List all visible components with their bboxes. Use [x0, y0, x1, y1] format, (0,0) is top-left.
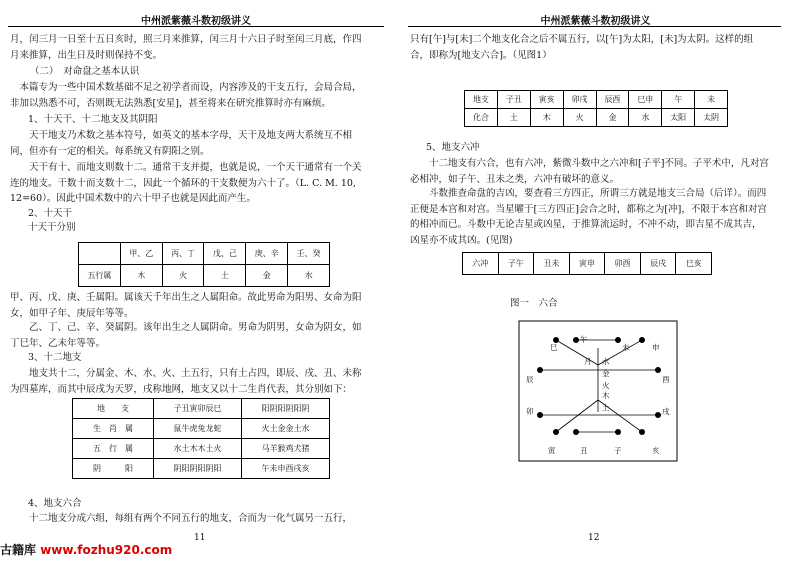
site-name: 古籍库 — [0, 543, 37, 557]
subheading: 4、地支六合 — [28, 498, 82, 509]
right-page — [398, 0, 793, 545]
branch-table — [72, 398, 330, 479]
liuhe-table — [464, 90, 728, 127]
table-cell: 马羊猴鸡犬猪 — [242, 439, 330, 459]
table-cell: 丙、丁 — [162, 243, 204, 265]
table-cell: 火土金金土水 — [242, 419, 330, 439]
page-number: 12 — [588, 533, 600, 543]
table-cell: 午 — [662, 91, 695, 109]
header-rule — [8, 26, 384, 27]
element-label: 金 — [602, 369, 610, 378]
table-cell: 寅申 — [569, 253, 605, 275]
table-cell: 地 支 — [73, 399, 154, 419]
branch-label: 亥 — [652, 446, 660, 455]
page-header: 中州派紫薇斗数初级讲义 — [540, 16, 651, 27]
table-cell: 甲、乙 — [120, 243, 162, 265]
element-label: 水 — [602, 357, 610, 366]
watermark-footer — [0, 541, 172, 558]
branch-label: 酉 — [662, 375, 670, 384]
table-cell — [79, 243, 121, 265]
paragraph: 甲、丙、戊、庚、壬属阳。属该天千年出生之人属阳命。故此男命为阳男、女命为阳女，如甲子年、庚辰年等等。 — [10, 292, 362, 319]
table-cell: 鼠牛虎兔龙蛇 — [154, 419, 242, 439]
site-url[interactable]: www.fozhu920.com — [40, 543, 173, 557]
table-cell: 五行属 — [79, 265, 121, 287]
paragraph: 天干有十、而地支则数十二。通常干支并提，也就是说，一个天干通常有一个关连的地支。干数十而支数十二，因此一个循环的干支数便为六十了。（L. C. M. 10, 12=60）。因此中国术数中的六十甲子也就是因此而产生。 — [10, 162, 362, 204]
paragraph: 斗数推查命盘的吉凶，要查看三方四正，所谓三方就是地支三合局（后详）。而四正便是本宫和对宫。当星曜于[三方四正]会合之时，都称之为[冲]，不限于本宫和对宫的相冲而已。斗数中无论吉星或凶星，于推算流运时，不冲不动，即吉星不成其吉，凶星亦不成其凶。(见图) — [410, 188, 767, 246]
table-cell: 子丑 — [497, 91, 530, 109]
table-cell: 五 行 属 — [73, 439, 154, 459]
table-cell: 化合 — [465, 109, 498, 127]
table-cell: 午未申酉戌亥 — [242, 459, 330, 479]
table-cell: 卯戌 — [563, 91, 596, 109]
stems-table — [78, 242, 330, 287]
element-label: 木 — [602, 391, 610, 400]
table-cell: 庚、辛 — [246, 243, 288, 265]
paragraph: 本篇专为一些中国术数基础不足之初学者而设，内容涉及的干支五行，会局合局，非加以熟悉不可，否则既无法熟悉[安星]，甚至将来在研究推算时亦有麻烦。 — [10, 82, 362, 109]
table-cell: 丑未 — [534, 253, 570, 275]
chong-table — [462, 252, 712, 275]
branch-label: 卯 — [526, 407, 534, 416]
table-cell: 子午 — [498, 253, 534, 275]
figure-title: 图一 六合 — [510, 298, 558, 309]
table-cell: 火 — [162, 265, 204, 287]
table-cell: 阴阳阴阳阴阳 — [154, 459, 242, 479]
table-cell: 木 — [120, 265, 162, 287]
table-cell: 巳亥 — [676, 253, 712, 275]
table-cell: 寅亥 — [530, 91, 563, 109]
table-cell: 金 — [596, 109, 629, 127]
table-cell: 未 — [695, 91, 728, 109]
element-label: 火 — [602, 381, 610, 390]
table-cell: 生 肖 属 — [73, 419, 154, 439]
table-cell: 木 — [530, 109, 563, 127]
table-cell: 土 — [497, 109, 530, 127]
branch-label: 未 — [622, 343, 630, 352]
branch-label: 申 — [652, 343, 660, 352]
paragraph: 只有[午]与[未]二个地支化合之后不属五行，以[午]为太阳，[未]为太阴。这样的组合，即称为[地支六合]。（见图1） — [410, 34, 754, 61]
table-cell: 阳阴阳阴阳阴 — [242, 399, 330, 419]
table-cell: 巳申 — [629, 91, 662, 109]
paragraph: 月，闰三月一日至十五日亥时，照三月来推算，闰三月十六日子时至闰三月底，作四月来推算，出生日及时则保持不变。 — [10, 34, 362, 61]
liuhe-diagram — [518, 320, 678, 462]
branch-label: 戌 — [662, 407, 670, 416]
element-label: 月 — [584, 357, 592, 366]
table-cell: 水 — [629, 109, 662, 127]
paragraph: 十二地支分成六组，每组有两个不同五行的地支，合而为一化气属另一五行， — [29, 513, 353, 524]
table-cell: 辰酉 — [596, 91, 629, 109]
branch-label: 辰 — [526, 375, 534, 384]
subheading: 1、十天干、十二地支及其阴阳 — [28, 114, 158, 125]
page-header: 中州派紫薇斗数初级讲义 — [141, 16, 251, 27]
section-heading: （二） 对命盘之基本认识 — [30, 66, 140, 77]
header-rule — [408, 26, 781, 27]
table-cell: 火 — [563, 109, 596, 127]
subheading: 3、十二地支 — [28, 352, 82, 363]
table-cell: 阴 阳 — [73, 459, 154, 479]
table-cell: 卯酉 — [605, 253, 641, 275]
table-cell: 辰戌 — [640, 253, 676, 275]
table-cell: 金 — [246, 265, 288, 287]
table-cell: 地支 — [465, 91, 498, 109]
table-cell: 子丑寅卯辰巳 — [154, 399, 242, 419]
page-number: 11 — [194, 533, 206, 543]
subheading: 2、十天干 — [28, 208, 73, 219]
table-cell: 壬、癸 — [288, 243, 330, 265]
table-cell: 六冲 — [463, 253, 499, 275]
branch-label: 丑 — [580, 446, 588, 455]
table-cell: 戊、己 — [204, 243, 246, 265]
paragraph: 十天干分别 — [28, 222, 76, 233]
branch-label: 寅 — [548, 446, 556, 455]
left-page — [0, 0, 392, 545]
table-cell: 太阳 — [662, 109, 695, 127]
branch-label: 子 — [614, 446, 622, 455]
table-cell: 太阴 — [695, 109, 728, 127]
table-cell: 水土木木土火 — [154, 439, 242, 459]
paragraph: 天干地支乃术数之基本符号，如英文的基本字母，天干及地支两大系统互不相同，但亦有一定的相关。每系统又有阴阳之别。 — [10, 130, 353, 157]
paragraph: 地支共十二，分属金、木、水、火、土五行，只有土占四，即辰、戌、丑、未称为四墓库，而其中辰戌为天罗，戌称地网，地支又以十二生肖代表，其分别如下： — [10, 368, 362, 395]
branch-label: 巳 — [550, 343, 558, 352]
table-cell: 土 — [204, 265, 246, 287]
subheading: 5、地支六冲 — [426, 142, 480, 153]
paragraph: 乙、丁、己、辛、癸属阴。该年出生之人属阴命。男命为阴男，女命为阴女，如丁巳年、乙未年等等。 — [10, 322, 362, 349]
table-cell: 水 — [288, 265, 330, 287]
element-label: 土 — [602, 403, 610, 412]
paragraph: 十二地支有六合，也有六冲，紫微斗数中之六冲和[子平]不同。子平术中，凡对宫必相冲，如子午、丑未之类，六冲有破坏的意义。 — [410, 158, 769, 185]
branch-label: 午 — [580, 335, 588, 344]
